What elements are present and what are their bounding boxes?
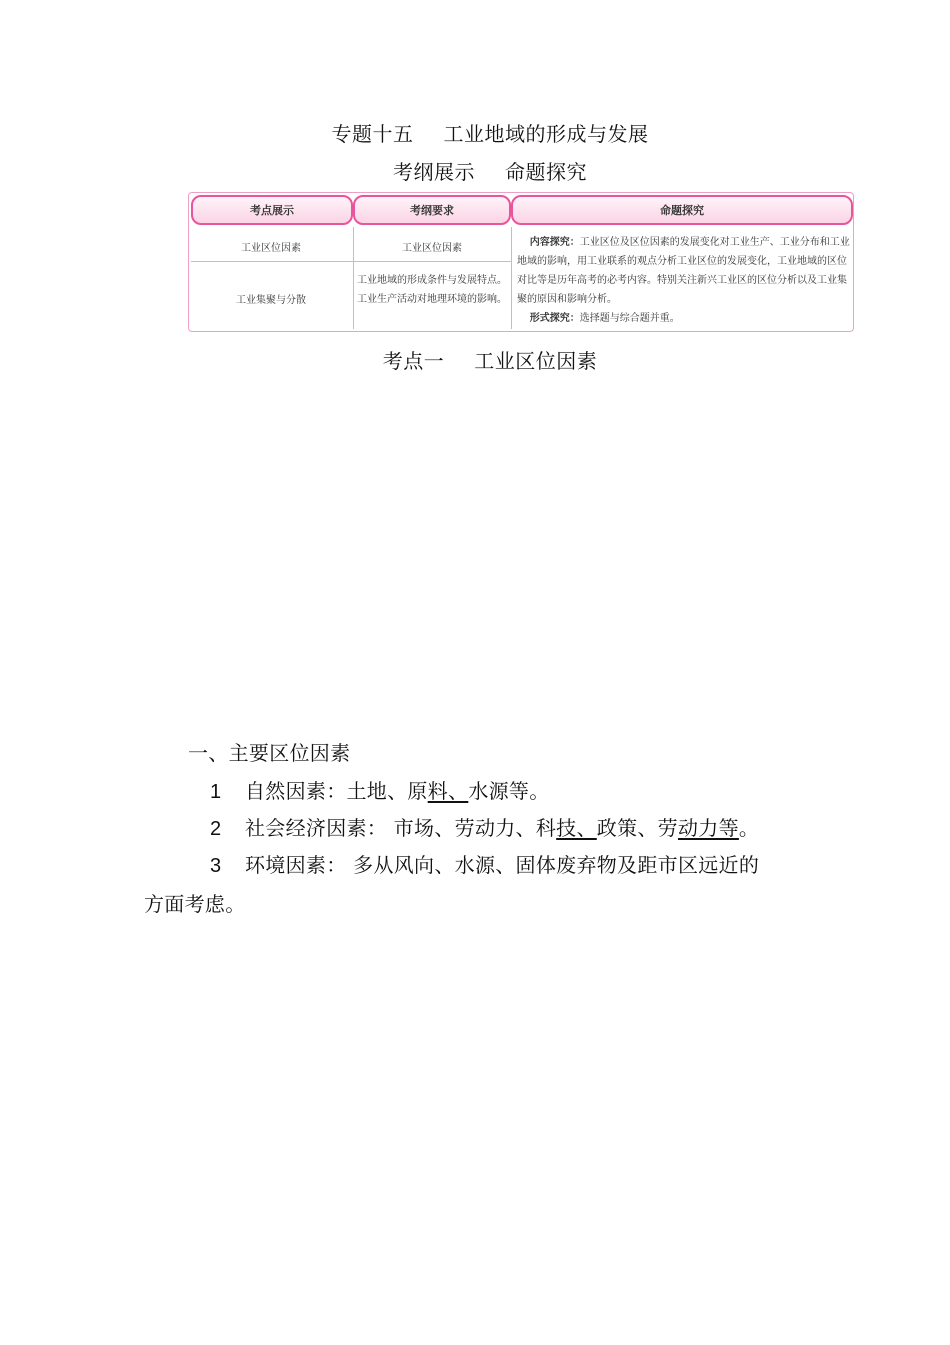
content-text: 工业区位及区位因素的发展变化对工业生产、工业分布和工业地域的影响，用工业联系的观点分析工业区位的发展变化，工业地域的区位对比等是历年高考的必考内容。特别关注新兴工业区的区位分析以及工业集聚的原因和影响分析。 xyxy=(517,237,850,305)
title-topic-number: 专题十五 xyxy=(331,122,414,146)
item-underlined: 料、 xyxy=(427,779,469,803)
item-text: 自然因素：土地、原 xyxy=(245,779,428,803)
list-item xyxy=(210,812,759,841)
item-number: 3 xyxy=(210,855,222,877)
row-divider xyxy=(191,261,511,262)
item-number: 2 xyxy=(210,818,222,840)
table-cell: 工业区位因素 xyxy=(402,243,462,254)
table-header-cell: 考纲要求 xyxy=(353,195,511,225)
form-text: 选择题与综合题并重。 xyxy=(579,313,680,324)
syllabus-table xyxy=(188,192,854,332)
subtitle-left: 考纲展示 xyxy=(393,160,475,184)
item-underlined: 技、 xyxy=(556,816,597,840)
body-heading: 一、主要区位因素 xyxy=(188,741,351,765)
item-underlined: 动力等 xyxy=(677,816,739,840)
item-text: 政策、劳 xyxy=(596,816,678,840)
table-header-cell: 考点展示 xyxy=(191,195,353,225)
explore-cell xyxy=(517,233,851,328)
document-subtitle xyxy=(0,156,950,185)
table-cell: 工业集聚与分散 xyxy=(236,295,306,306)
list-item xyxy=(210,849,759,878)
table-cell: 工业区位因素 xyxy=(241,243,301,254)
title-topic-name: 工业地域的形成与发展 xyxy=(443,122,649,146)
item-text: 。 xyxy=(738,816,760,840)
form-label: 形式探究： xyxy=(529,313,580,324)
list-item xyxy=(210,775,550,804)
column-divider xyxy=(511,227,512,329)
item-text: 环境因素： 多从风向、水源、固体废弃物及距市区远近的 xyxy=(245,853,760,877)
item-text: 社会经济因素： 市场、劳动力、科 xyxy=(245,816,557,840)
document-title xyxy=(0,118,950,147)
list-item-continuation: 方面考虑。 xyxy=(144,892,246,916)
table-cell: 工业地域的形成条件与发展特点。工业生产活动对地理环境的影响。 xyxy=(357,275,507,305)
content-label: 内容探究： xyxy=(529,237,580,248)
item-number: 1 xyxy=(210,781,222,803)
section-name: 工业区位因素 xyxy=(474,349,598,373)
item-text: 水源等。 xyxy=(468,779,550,803)
section-title xyxy=(0,345,950,374)
table-header-cell: 命题探究 xyxy=(511,195,853,225)
subtitle-right: 命题探究 xyxy=(505,160,587,184)
section-number: 考点一 xyxy=(382,349,445,373)
